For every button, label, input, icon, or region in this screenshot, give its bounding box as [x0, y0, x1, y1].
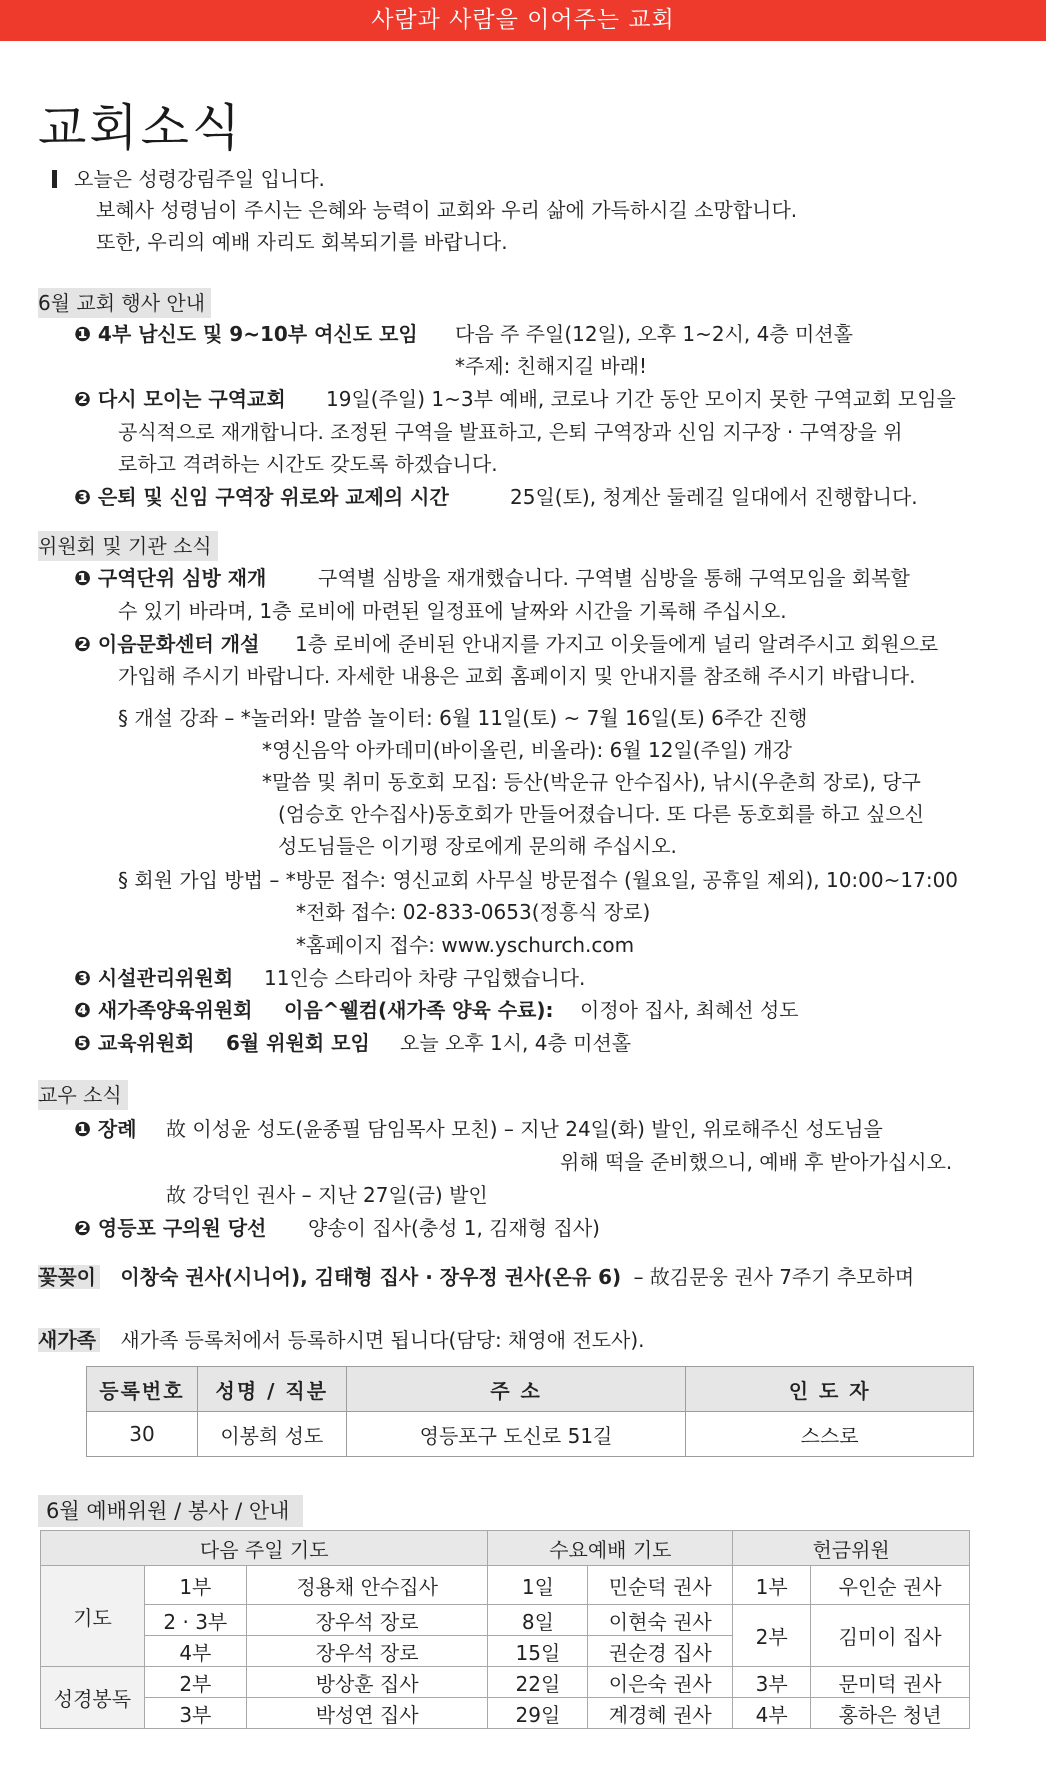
- table-cell: 4부: [733, 1698, 811, 1729]
- table-cell: 1부: [144, 1566, 246, 1605]
- committee-2-text-2: 가입해 주시기 바랍니다. 자세한 내용은 교회 홈페이지 및 안내지를 참조해 주시기 바랍니다.: [118, 664, 916, 688]
- event-2-text-2: 공식적으로 재개합니다. 조정된 구역을 발표하고, 은퇴 구역장과 신임 지구장 · 구역장을 위: [118, 420, 903, 444]
- table-cell: 이은숙 권사: [588, 1667, 733, 1698]
- table-cell: 2 · 3부: [144, 1605, 246, 1636]
- table-cell: 2부: [144, 1667, 246, 1698]
- table-header-row: [87, 1367, 974, 1412]
- header-sunday-prayer: 다음 주일 기도: [41, 1531, 488, 1566]
- table-header: 성명 / 직분: [197, 1367, 346, 1412]
- table-cell: 스스로: [686, 1412, 974, 1457]
- member-1-text-3: 故 강덕인 권사 – 지난 27일(금) 발인: [166, 1183, 488, 1207]
- table-cell: 민순덕 권사: [588, 1566, 733, 1605]
- table-cell: 김미이 집사: [811, 1605, 970, 1667]
- table-cell: 방상훈 집사: [246, 1667, 488, 1698]
- table-row: [41, 1667, 970, 1698]
- newfamily-label: 새가족: [38, 1328, 100, 1352]
- join-line-2: *전화 접수: 02-833-0653(정흥식 장로): [296, 900, 651, 924]
- table-row: [87, 1412, 974, 1457]
- table-header: 주 소: [346, 1367, 686, 1412]
- committee-4-text: 이정아 집사, 최혜선 성도: [580, 998, 799, 1022]
- table-cell: 박성연 집사: [246, 1698, 488, 1729]
- category-prayer: 기도: [41, 1566, 145, 1667]
- table-cell: 1부: [733, 1566, 811, 1605]
- table-header: 등록번호: [87, 1367, 198, 1412]
- table-row: [41, 1566, 970, 1605]
- course-line-4: (엄승호 안수집사)동호회가 만들어졌습니다. 또 다른 동호회를 하고 싶으신: [278, 802, 925, 826]
- table-cell: 8일: [488, 1605, 588, 1636]
- committee-2-text: 1층 로비에 준비된 안내지를 가지고 이웃들에게 널리 알려주시고 회원으로: [295, 632, 939, 656]
- table-cell: 홍하은 청년: [811, 1698, 970, 1729]
- course-line-2: *영신음악 아카데미(바이올린, 비올라): 6월 12일(주일) 개강: [262, 738, 792, 762]
- committee-3-title: ❸ 시설관리위원회: [74, 966, 234, 990]
- table-cell: 영등포구 도신로 51길: [346, 1412, 686, 1457]
- table-cell: 권순경 집사: [588, 1636, 733, 1667]
- members-heading: 교우 소식: [38, 1080, 128, 1110]
- table-cell: 계경혜 권사: [588, 1698, 733, 1729]
- service-table: [40, 1530, 970, 1729]
- member-1-text: 故 이성윤 성도(윤종필 담임목사 모친) – 지난 24일(화) 발인, 위로해주신 성도님을: [166, 1117, 883, 1141]
- committee-5-text: 오늘 오후 1시, 4층 미션홀: [400, 1031, 632, 1055]
- table-cell: 정용채 안수집사: [246, 1566, 488, 1605]
- flowers-line: [38, 1262, 914, 1292]
- bullet-marker: [52, 170, 57, 188]
- committee-1-text-2: 수 있기 바라며, 1층 로비에 마련된 일정표에 날짜와 시간을 기록해 주십시오.: [118, 599, 787, 623]
- event-1-text: 다음 주 주일(12일), 오후 1~2시, 4층 미션홀: [455, 322, 854, 346]
- table-cell: 장우석 장로: [246, 1605, 488, 1636]
- table-cell: 29일: [488, 1698, 588, 1729]
- committee-4-sub: 이음^웰컴(새가족 양육 수료):: [284, 998, 554, 1022]
- member-2-title: ❷ 영등포 구의원 당선: [74, 1216, 267, 1240]
- table-cell: 문미덕 권사: [811, 1667, 970, 1698]
- committee-5-sub: 6월 위원회 모임: [226, 1031, 370, 1055]
- intro-line-1: 오늘은 성령강림주일 입니다.: [74, 167, 325, 191]
- table-cell: 30: [87, 1412, 198, 1457]
- committee-4-title: ❹ 새가족양육위원회: [74, 998, 253, 1022]
- table-row: [41, 1605, 970, 1636]
- course-line-1: § 개설 강좌 – *놀러와! 말씀 놀이터: 6월 11일(토) ~ 7월 16일(토) 6주간 진행: [118, 706, 808, 730]
- committee-heading: 위원회 및 기관 소식: [38, 531, 218, 561]
- newfamily-table: [86, 1366, 974, 1457]
- flowers-names: 이창숙 권사(시니어), 김태형 집사 · 장우정 권사(온유 6): [120, 1265, 622, 1289]
- table-header: 인 도 자: [686, 1367, 974, 1412]
- table-cell: 22일: [488, 1667, 588, 1698]
- flowers-label: 꽃꽂이: [38, 1265, 100, 1289]
- table-row: [41, 1698, 970, 1729]
- table-cell: 1일: [488, 1566, 588, 1605]
- committee-5-title: ❺ 교육위원회: [74, 1031, 195, 1055]
- service-title: 6월 예배위원 / 봉사 / 안내: [38, 1495, 303, 1527]
- flowers-text: – 故김문웅 권사 7주기 추모하며: [633, 1265, 915, 1289]
- event-1-note: *주제: 친해지길 바래!: [455, 354, 648, 378]
- event-2-text: 19일(주일) 1~3부 예배, 코로나 기간 동안 모이지 못한 구역교회 모임을: [326, 387, 956, 411]
- course-line-3: *말씀 및 취미 동호회 모집: 등산(박운규 안수집사), 낚시(우춘희 장로), 당구: [262, 770, 921, 794]
- table-cell: 3부: [144, 1698, 246, 1729]
- event-2-title: ❷ 다시 모이는 구역교회: [74, 387, 286, 411]
- table-header-row: [41, 1531, 970, 1566]
- join-line-1: § 회원 가입 방법 – *방문 접수: 영신교회 사무실 방문접수 (월요일, 공휴일 제외), 10:00~17:00: [118, 868, 959, 892]
- table-cell: 이봉희 성도: [197, 1412, 346, 1457]
- table-cell: 15일: [488, 1636, 588, 1667]
- events-heading: 6월 교회 행사 안내: [38, 288, 211, 318]
- committee-1-text: 구역별 심방을 재개했습니다. 구역별 심방을 통해 구역모임을 회복할: [318, 566, 910, 590]
- intro-line-3: 또한, 우리의 예배 자리도 회복되기를 바랍니다.: [96, 230, 508, 254]
- committee-3-text: 11인승 스타리아 차량 구입했습니다.: [264, 966, 586, 990]
- join-line-3: *홈페이지 접수: www.yschurch.com: [296, 933, 635, 957]
- intro-line-2: 보혜사 성령님이 주시는 은혜와 능력이 교회와 우리 삶에 가득하시길 소망합니다.: [96, 198, 798, 222]
- event-1-title: ❶ 4부 남신도 및 9~10부 여신도 모임: [74, 322, 418, 346]
- member-1-title: ❶ 장례: [74, 1117, 137, 1141]
- table-cell: 장우석 장로: [246, 1636, 488, 1667]
- header-offering: 헌금위원: [733, 1531, 970, 1566]
- table-cell: 4부: [144, 1636, 246, 1667]
- event-2-text-3: 로하고 격려하는 시간도 갖도록 하겠습니다.: [118, 452, 498, 476]
- header-wednesday-prayer: 수요예배 기도: [488, 1531, 733, 1566]
- newfamily-line: [38, 1325, 645, 1355]
- table-cell: 우인순 권사: [811, 1566, 970, 1605]
- course-line-5: 성도님들은 이기평 장로에게 문의해 주십시오.: [278, 834, 677, 858]
- category-bible-reading: 성경봉독: [41, 1667, 145, 1729]
- table-cell: 이현숙 권사: [588, 1605, 733, 1636]
- member-1-text-2: 위해 떡을 준비했으니, 예배 후 받아가십시오.: [560, 1150, 953, 1174]
- table-cell: 2부: [733, 1605, 811, 1667]
- committee-1-title: ❶ 구역단위 심방 재개: [74, 566, 267, 590]
- table-cell: 3부: [733, 1667, 811, 1698]
- page-title: 교회소식: [38, 99, 244, 157]
- event-3-title: ❸ 은퇴 및 신임 구역장 위로와 교제의 시간: [74, 485, 449, 509]
- committee-2-title: ❷ 이음문화센터 개설: [74, 632, 260, 656]
- event-3-text: 25일(토), 청계산 둘레길 일대에서 진행합니다.: [510, 485, 918, 509]
- newfamily-text: 새가족 등록처에서 등록하시면 됩니다(담당: 채영애 전도사).: [120, 1328, 645, 1352]
- member-2-text: 양송이 집사(충성 1, 김재형 집사): [308, 1216, 600, 1240]
- top-banner: 사람과 사람을 이어주는 교회: [0, 0, 1046, 41]
